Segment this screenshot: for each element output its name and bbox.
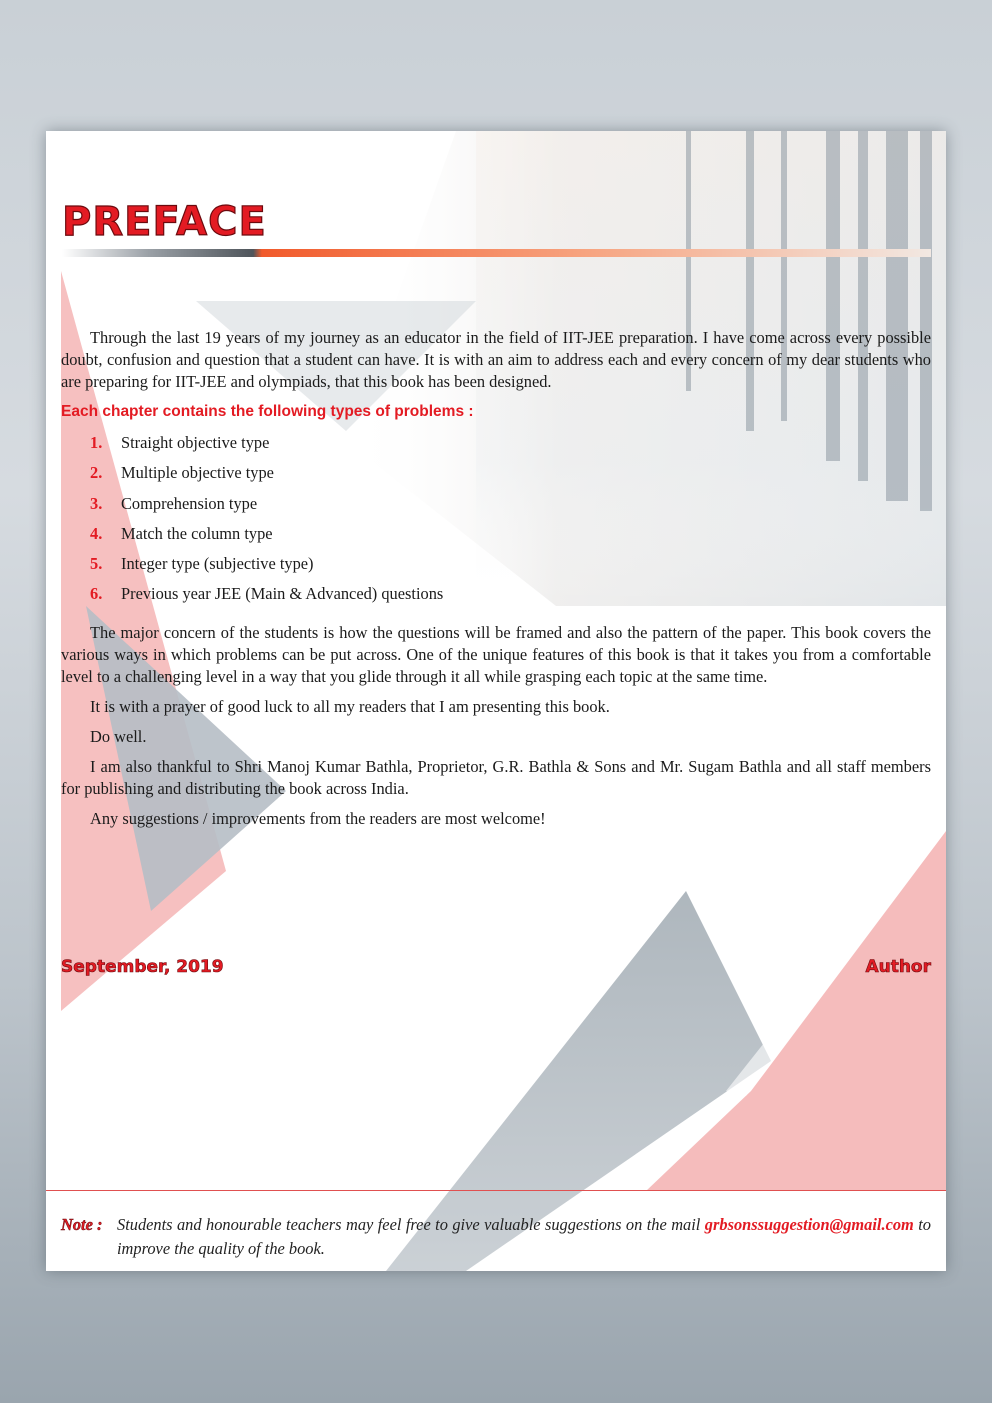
signature-author: Author [865, 957, 931, 977]
list-item [61, 583, 931, 613]
note-text-after: to improve the quality of the book. [117, 1215, 931, 1258]
note-text [117, 1213, 931, 1261]
note-divider [46, 1190, 946, 1191]
suggestion-email-link[interactable]: grbsonssuggestion@gmail.com [704, 1215, 914, 1234]
preface-body [61, 327, 931, 838]
intro-paragraph: Through the last 19 years of my journey as an educator in the field of IIT-JEE preparation. I have come across every possible doubt, confusion and question that a student can have. It is with an aim to address each and every concern of my dear students who are preparing for IIT-JEE and olympiads, that this book has been designed. [61, 328, 931, 391]
note-text-before: Students and honourable teachers may feel free to give valuable suggestions on the mail [117, 1215, 701, 1234]
suggestions-paragraph: Any suggestions / improvements from the readers are most welcome! [90, 808, 546, 828]
list-item [61, 553, 931, 583]
list-text: Match the column type [121, 523, 273, 543]
title-underline-bar [62, 249, 931, 257]
thanks-paragraph: I am also thankful to Shri Manoj Kumar Bathla, Proprietor, G.R. Bathla & Sons and Mr. Sugam Bathla and all staff members for publishing and distributing the book across India. [61, 756, 931, 798]
problem-types-heading: Each chapter contains the following types of problems : [61, 403, 474, 420]
list-number: 1. [90, 433, 103, 452]
footer-note [61, 1213, 931, 1261]
list-text: Integer type (subjective type) [121, 554, 314, 574]
note-label: Note : [61, 1215, 103, 1234]
list-number: 3. [90, 493, 103, 513]
list-number: 4. [90, 523, 103, 543]
prayer-paragraph: It is with a prayer of good luck to all my readers that I am presenting this book. [90, 696, 610, 716]
problem-types-list [61, 432, 931, 614]
list-item [61, 462, 931, 492]
list-item [61, 523, 931, 553]
list-number: 2. [90, 463, 103, 483]
list-number: 6. [90, 584, 103, 604]
do-well-paragraph: Do well. [90, 726, 147, 746]
concern-paragraph: The major concern of the students is how the questions will be framed and also the pattern of the paper. This book covers the various ways in which problems can be put across. One of the unique features of this book is that it takes you from a comfortable level to a challenging level in a way that you glide through it all while grasping each topic at the same time. [61, 622, 931, 686]
list-number: 5. [90, 554, 103, 574]
list-item [61, 432, 931, 462]
list-text: Previous year JEE (Main & Advanced) questions [121, 584, 444, 604]
signature-date: September, 2019 [61, 957, 224, 977]
list-text: Multiple objective type [121, 463, 274, 483]
list-text: Straight objective type [121, 433, 270, 452]
page-title: PREFACE [62, 199, 267, 245]
preface-page [46, 131, 946, 1271]
list-text: Comprehension type [121, 493, 258, 513]
list-item [61, 493, 931, 523]
